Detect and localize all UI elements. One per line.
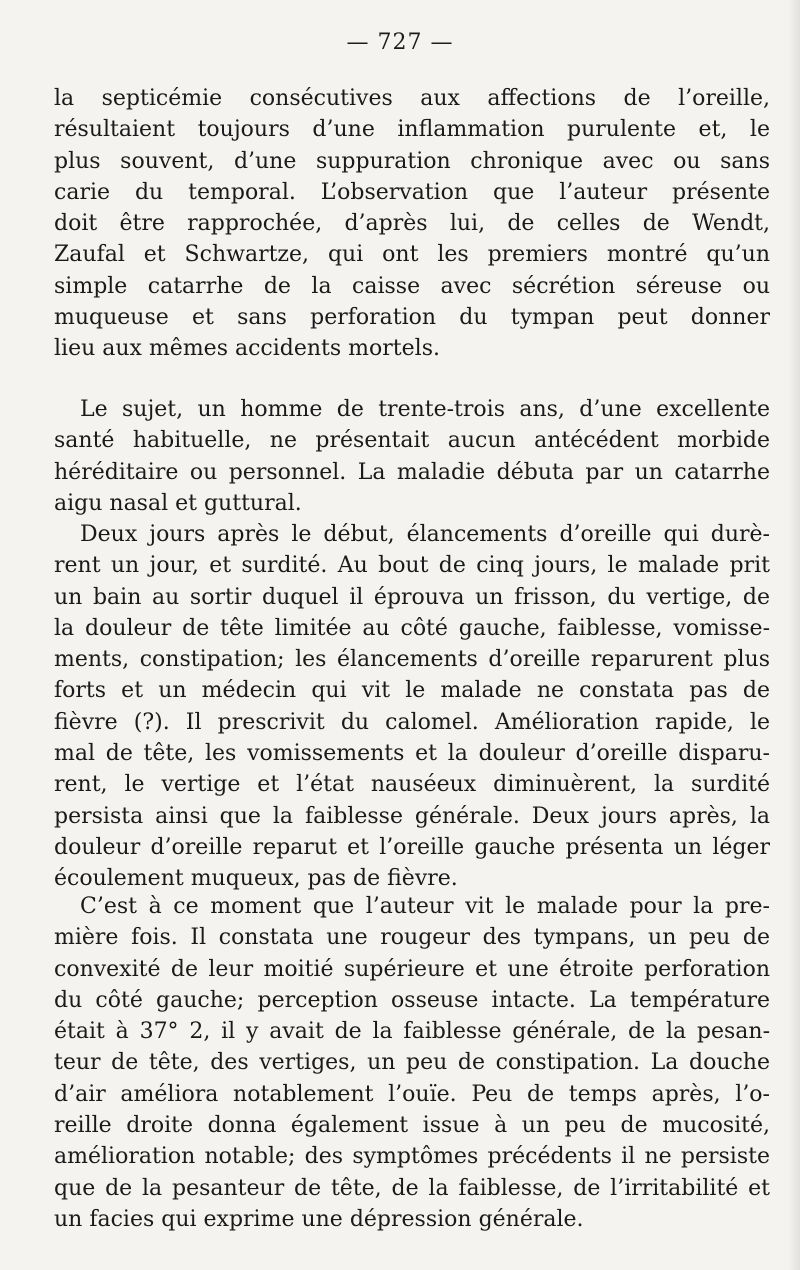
text-line: héréditaire ou personnel. La maladie débuta par un catarrhe xyxy=(54,459,770,485)
text-line: aigu nasal et guttural. xyxy=(54,490,302,516)
text-line: un bain au sortir duquel il éprouva un frisson, du vertige, de xyxy=(54,584,770,610)
text-line: convexité de leur moitié supérieure et une étroite perforation xyxy=(54,956,770,982)
text-line: Deux jours après le début, élancements d’oreille qui durè- xyxy=(80,522,770,547)
text-line: rent un jour, et surdité. Au bout de cinq jours, le malade prit xyxy=(54,553,770,579)
text-line: muqueuse et sans perforation du tympan peut donner xyxy=(54,305,770,331)
text-line: fièvre (?). Il prescrivit du calomel. Amélioration rapide, le xyxy=(54,709,770,735)
text-line: persista ainsi que la faiblesse générale. Deux jours après, la xyxy=(54,803,770,829)
text-line: douleur d’oreille reparut et l’oreille gauche présenta un léger xyxy=(54,834,770,860)
text-line: doit être rapprochée, d’après lui, de celles de Wendt, xyxy=(54,211,770,237)
text-line: lieu aux mêmes accidents mortels. xyxy=(54,336,440,362)
text-line: rent, le vertige et l’état nauséeux diminuèrent, la surdité xyxy=(54,772,770,798)
text-line: ments, constipation; les élancements d’oreille reparurent plus xyxy=(54,647,770,673)
page-number: — 727 — xyxy=(346,30,454,55)
paragraph-4 xyxy=(54,891,770,1235)
text-line: était à 37° 2, il y avait de la faiblesse générale, de la pesan- xyxy=(54,1019,770,1045)
text-line: écoulement muqueux, pas de fièvre. xyxy=(54,866,458,892)
text-line: mal de tête, les vomissements et la douleur d’oreille disparu- xyxy=(54,741,770,767)
paragraph-1 xyxy=(54,83,770,365)
text-line: forts et un médecin qui vit le malade ne constata pas de xyxy=(54,678,770,704)
text-line: simple catarrhe de la caisse avec sécrétion séreuse ou xyxy=(54,273,770,299)
paragraph-2 xyxy=(54,394,770,519)
text-line: carie du temporal. L’observation que l’auteur présente xyxy=(54,179,770,205)
text-line: santé habituelle, ne présentait aucun antécédent morbide xyxy=(54,428,770,454)
paragraph-3 xyxy=(54,519,770,895)
text-line: que de la pesanteur de tête, de la faiblesse, de l’irritabilité et xyxy=(54,1175,770,1201)
text-line: du côté gauche; perception osseuse intacte. La température xyxy=(54,987,770,1013)
text-line: la douleur de tête limitée au côté gauche, faiblesse, vomisse- xyxy=(54,615,770,641)
text-line: C’est à ce moment que l’auteur vit le malade pour la pre- xyxy=(80,894,770,919)
text-line: un facies qui exprime une dépression générale. xyxy=(54,1206,584,1232)
text-line: plus souvent, d’une suppuration chronique avec ou sans xyxy=(54,148,770,174)
text-line: d’air améliora notablement l’ouïe. Peu de temps après, l’o- xyxy=(54,1081,770,1107)
text-line: reille droite donna également issue à un peu de mucosité, xyxy=(54,1113,770,1139)
page-edge-shadow xyxy=(788,0,800,1270)
text-line: teur de tête, des vertiges, un peu de constipation. La douche xyxy=(54,1050,770,1076)
text-line: résultaient toujours d’une inflammation purulente et, le xyxy=(54,117,770,143)
text-line: mière fois. Il constata une rougeur des tympans, un peu de xyxy=(54,925,770,951)
text-line: Zaufal et Schwartze, qui ont les premiers montré qu’un xyxy=(54,242,770,268)
text-line: Le sujet, un homme de trente-trois ans, d’une excellente xyxy=(80,397,770,422)
text-line: amélioration notable; des symptômes précédents il ne persiste xyxy=(54,1144,770,1170)
text-line: la septicémie consécutives aux affections de l’oreille, xyxy=(54,86,770,111)
